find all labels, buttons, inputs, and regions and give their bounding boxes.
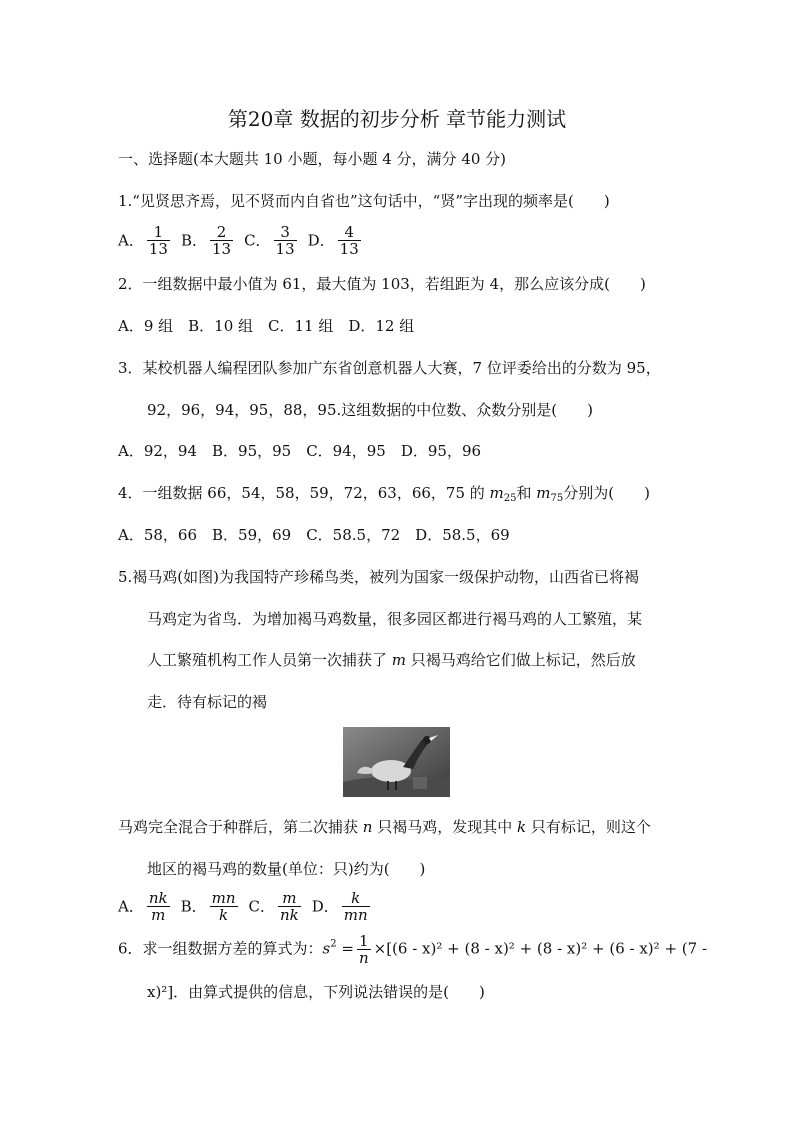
question-2: 2．一组数据中最小值为 61，最大值为 103，若组距为 4，那么应该分成( ) <box>118 275 646 293</box>
question-4: 4．一组数据 66，54，58，59，72，63，66，75 的 $m_{25}$和 $m_{75}$分别为( ) <box>118 484 650 504</box>
question-5-line-5: 马鸡完全混合于种群后，第二次捕获 n 只褐马鸡，发现其中 k 只有标记，则这个 <box>118 818 651 836</box>
brown-eared-pheasant-photo <box>343 727 450 797</box>
question-2-options: A．9 组 B．10 组 C．11 组 D．12 组 <box>118 317 415 335</box>
question-5-option-c: C． $\frac{m}{nk}$ <box>248 889 299 924</box>
question-5-line-3: 人工繁殖机构工作人员第一次捕获了 m 只褐马鸡给它们做上标记，然后放 <box>147 651 636 669</box>
question-1-option-a: A． $\frac{1}{13}$ <box>118 223 168 258</box>
question-5-option-a: A． $\frac{nk}{m}$ <box>118 889 168 924</box>
question-1-option-d: D． $\frac{4}{13}$ <box>307 223 359 258</box>
question-5-options <box>118 890 381 923</box>
question-1: 1.“见贤思齐焉，见不贤而内自省也”这句话中，“贤”字出现的频率是( ) <box>118 192 610 210</box>
question-3-options: A．92，94 B．95，95 C．94，95 D．95，96 <box>118 442 482 460</box>
question-6-line-1: 6．求一组数据方差的算式为：$s^2$ = $\frac{1}{n}$ ×[(6 - x)² + (8 - x)² + (8 - x)² + (6 - x)² + (7 - <box>118 932 708 967</box>
question-1-options <box>118 224 372 257</box>
question-3-line-1: 3．某校机器人编程团队参加广东省创意机器人大赛，7 位评委给出的分数为 95， <box>118 359 661 377</box>
bird-photo-drawing <box>343 727 450 797</box>
question-4-options: A．58，66 B．59，69 C．58.5，72 D．58.5，69 <box>118 526 510 544</box>
question-5-option-d: D． $\frac{k}{mn}$ <box>311 889 368 924</box>
question-5-line-2: 马鸡定为省鸟．为增加褐马鸡数量，很多园区都进行褐马鸡的人工繁殖，某 <box>147 610 643 628</box>
question-5-line-4: 走．待有标记的褐 <box>147 693 268 711</box>
question-1-option-c: C． $\frac{3}{13}$ <box>244 223 295 258</box>
question-6-line-2: x)²]．由算式提供的信息，下列说法错误的是( ) <box>147 983 485 1001</box>
question-3-line-2: 92，96，94，95，88，95.这组数据的中位数、众数分别是( ) <box>147 401 593 419</box>
question-5-option-b: B． $\frac{mn}{k}$ <box>180 889 236 924</box>
section-heading: 一、选择题(本大题共 10 小题，每小题 4 分，满分 40 分) <box>118 150 507 168</box>
question-5-line-1: 5.褐马鸡(如图)为我国特产珍稀鸟类，被列为国家一级保护动物，山西省已将褐 <box>118 568 640 586</box>
page-title: 第20章 数据的初步分析 章节能力测试 <box>227 107 567 131</box>
question-1-option-b: B． $\frac{2}{13}$ <box>180 223 232 258</box>
question-5-line-6: 地区的褐马鸡的数量(单位：只)约为( ) <box>147 860 426 878</box>
